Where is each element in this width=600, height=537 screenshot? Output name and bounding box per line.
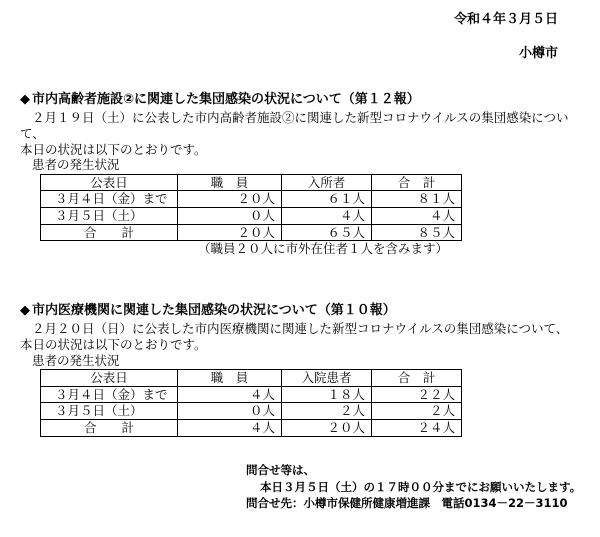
- table-cell: ０人: [178, 403, 282, 420]
- paragraph-line: ２月２０日（日）に公表した市内医療機関に関連した新型コロナウイルスの集団感染について、: [32, 321, 569, 337]
- section-title-text: 市内高齢者施設②に関連した集団感染の状況について（第１２報）: [32, 92, 420, 107]
- contact-deadline: 本日３月５日（土）の１７時００分までにお願いいたします。: [260, 479, 582, 494]
- diamond-bullet-icon: ◆: [20, 303, 30, 318]
- table-row: [41, 386, 462, 403]
- column-header: 合 計: [372, 174, 462, 191]
- table-cell: ４人: [178, 386, 282, 403]
- diamond-bullet-icon: ◆: [20, 92, 30, 107]
- table-cell: 合 計: [41, 420, 178, 437]
- table-total-row: [41, 420, 462, 437]
- document-date: 令和４年３月５日: [453, 12, 558, 27]
- section-title: [20, 303, 585, 319]
- table-cell: ３月５日（土）: [41, 403, 178, 420]
- table-cell: ２０人: [178, 224, 282, 241]
- paragraph-line: 本日の状況は以下のとおりです。: [20, 336, 207, 352]
- table-cell: ４人: [372, 208, 462, 225]
- table-cell: ４人: [282, 208, 372, 225]
- column-header: 入所者: [282, 174, 372, 191]
- table-cell: 合 計: [41, 224, 178, 241]
- table-caption: 患者の発生状況: [32, 157, 120, 173]
- table-cell: ３月４日（金）まで: [41, 191, 178, 208]
- table-row: [41, 403, 462, 420]
- table-cell: １８人: [282, 386, 372, 403]
- contact-info: 問合せ先：小樽市保健所健康増進課 電話0134－22－3110: [246, 496, 568, 511]
- column-header: 職 員: [178, 370, 282, 387]
- section-title-text: 市内医療機関に関連した集団感染の状況について（第１０報）: [32, 303, 396, 318]
- contact-intro: 問合せ等は、: [246, 463, 315, 477]
- contact-block: [246, 462, 581, 512]
- paragraph-line: て、: [20, 125, 45, 141]
- table-cell: ３月５日（土）: [41, 208, 178, 225]
- column-header: 合 計: [372, 370, 462, 387]
- table-cell: ３月４日（金）まで: [41, 386, 178, 403]
- case-table: [40, 369, 462, 437]
- table-cell: ２４人: [372, 420, 462, 437]
- table-row: [41, 191, 462, 208]
- section-title: [20, 92, 585, 108]
- table-cell: ０人: [178, 208, 282, 225]
- issuer-name: 小樽市: [518, 46, 558, 61]
- table-cell: ４人: [178, 420, 282, 437]
- table-header-row: [41, 174, 462, 191]
- table-cell: ２２人: [372, 386, 462, 403]
- table-caption: 患者の発生状況: [32, 352, 120, 368]
- table-header-row: [41, 370, 462, 387]
- table-note: （職員２０人に市外在住者１人を含みます）: [198, 241, 449, 257]
- paragraph-line: ２月１９日（土）に公表した市内高齢者施設②に関連した新型コロナウイルスの集団感染につい: [32, 110, 569, 126]
- table-cell: ２０人: [178, 191, 282, 208]
- table-row: [41, 208, 462, 225]
- table-cell: ２人: [282, 403, 372, 420]
- table-cell: ８５人: [372, 224, 462, 241]
- table-total-row: [41, 224, 462, 241]
- section-elderly-facility: [20, 92, 585, 257]
- column-header: 公表日: [41, 174, 178, 191]
- table-cell: ８１人: [372, 191, 462, 208]
- column-header: 公表日: [41, 370, 178, 387]
- table-cell: ２０人: [282, 420, 372, 437]
- column-header: 入院患者: [282, 370, 372, 387]
- paragraph-line: 本日の状況は以下のとおりです。: [20, 141, 207, 157]
- table-cell: ６１人: [282, 191, 372, 208]
- table-cell: ２人: [372, 403, 462, 420]
- column-header: 職 員: [178, 174, 282, 191]
- case-table: [40, 174, 462, 242]
- section-medical-institution: [20, 303, 585, 437]
- table-cell: ６５人: [282, 224, 372, 241]
